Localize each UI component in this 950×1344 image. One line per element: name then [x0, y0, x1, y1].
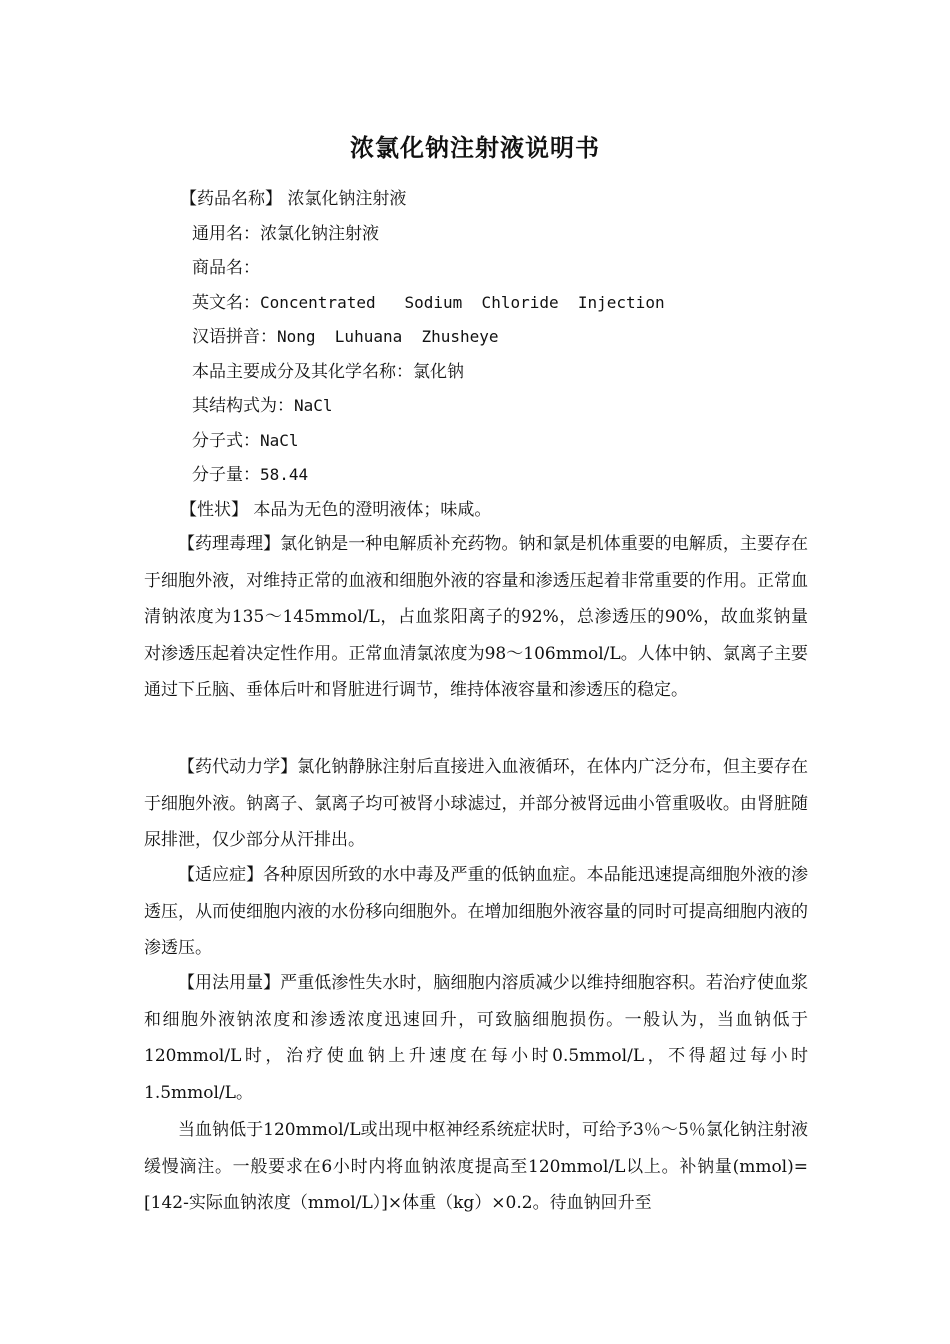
drug-name-label: 【药品名称】 [180, 189, 282, 209]
drug-name-line [180, 187, 406, 211]
formula-label: 分子式： [192, 431, 260, 451]
weight-value: 58.44 [260, 465, 309, 484]
indications-label: 【适应症】 [178, 865, 264, 885]
weight-line [192, 463, 308, 487]
pinyin-line [192, 325, 499, 349]
description-label: 【性状】 [180, 500, 248, 520]
dosage-label: 【用法用量】 [178, 973, 281, 993]
formula-line [192, 429, 299, 453]
pinyin-label: 汉语拼音： [192, 327, 277, 347]
pharmacology-text: 氯化钠是一种电解质补充药物。钠和氯是机体重要的电解质，主要存在于细胞外液，对维持正常的血液和细胞外液的容量和渗透压起着非常重要的作用。正常血清钠浓度为135～145mmol/L，占血浆阳离子的92%，总渗透压的90%，故血浆钠量对渗透压起着决定性作用。正常血清氯浓度为98～106mmol/L。人体中钠、氯离子主要通过下丘脑、垂体后叶和肾脏进行调节，维持体液容量和渗透压的稳定。 [144, 534, 809, 701]
pinyin-value: Nong Luhuana Zhusheye [277, 327, 499, 346]
drug-name-value: 浓氯化钠注射液 [282, 189, 407, 209]
ingredient-value: 氯化钠 [413, 362, 464, 382]
trade-name-line [192, 256, 260, 280]
weight-label: 分子量： [192, 465, 260, 485]
english-name-line [192, 291, 665, 315]
structure-line [192, 394, 333, 418]
ingredient-label: 本品主要成分及其化学名称： [192, 362, 413, 382]
english-name-value: Concentrated Sodium Chloride Injection [260, 293, 665, 312]
pharmacokinetics-paragraph [144, 749, 808, 859]
dosage-continued-paragraph [144, 1112, 808, 1222]
trade-name-label: 商品名： [192, 258, 260, 278]
pharmacology-label: 【药理毒理】 [178, 534, 281, 554]
generic-name-line [192, 222, 379, 246]
dosage-paragraph [144, 965, 808, 1111]
dosage-continued-text: 当血钠低于120mmol/L或出现中枢神经系统症状时，可给予3％～5％氯化钠注射液缓慢滴注。一般要求在6小时内将血钠浓度提高至120mmol/L以上。补钠量(mmol)=[142-实际血钠浓度（mmol/L）]×体重（kg）×0.2。待血钠回升至 [144, 1120, 808, 1214]
indications-text: 各种原因所致的水中毒及严重的低钠血症。本品能迅速提高细胞外液的渗透压，从而使细胞内液的水份移向细胞外。在增加细胞外液容量的同时可提高细胞内液的渗透压。 [144, 865, 809, 959]
structure-label: 其结构式为： [192, 396, 294, 416]
indications-paragraph [144, 857, 808, 967]
formula-value: NaCl [260, 431, 299, 450]
structure-value: NaCl [294, 396, 333, 415]
dosage-text: 严重低渗性失水时，脑细胞内溶质减少以维持细胞容积。若治疗使血浆和细胞外液钠浓度和渗透浓度迅速回升，可致脑细胞损伤。一般认为，当血钠低于120mmol/L时，治疗使血钠上升速度在每小时0.5mmol/L，不得超过每小时1.5mmol/L。 [144, 973, 809, 1103]
pharmacokinetics-label: 【药代动力学】 [178, 757, 298, 777]
english-name-label: 英文名： [192, 293, 260, 313]
generic-name-label: 通用名： [192, 224, 260, 244]
description-line [180, 498, 491, 522]
pharmacology-paragraph [144, 526, 808, 709]
generic-name-value: 浓氯化钠注射液 [260, 224, 379, 244]
document-title: 浓氯化钠注射液说明书 [350, 134, 600, 162]
description-value: 本品为无色的澄明液体；味咸。 [248, 500, 492, 520]
ingredient-line [192, 360, 464, 384]
pharmacokinetics-text: 氯化钠静脉注射后直接进入血液循环，在体内广泛分布，但主要存在于细胞外液。钠离子、氯离子均可被肾小球滤过，并部分被肾远曲小管重吸收。由肾脏随尿排泄，仅少部分从汗排出。 [144, 757, 809, 851]
